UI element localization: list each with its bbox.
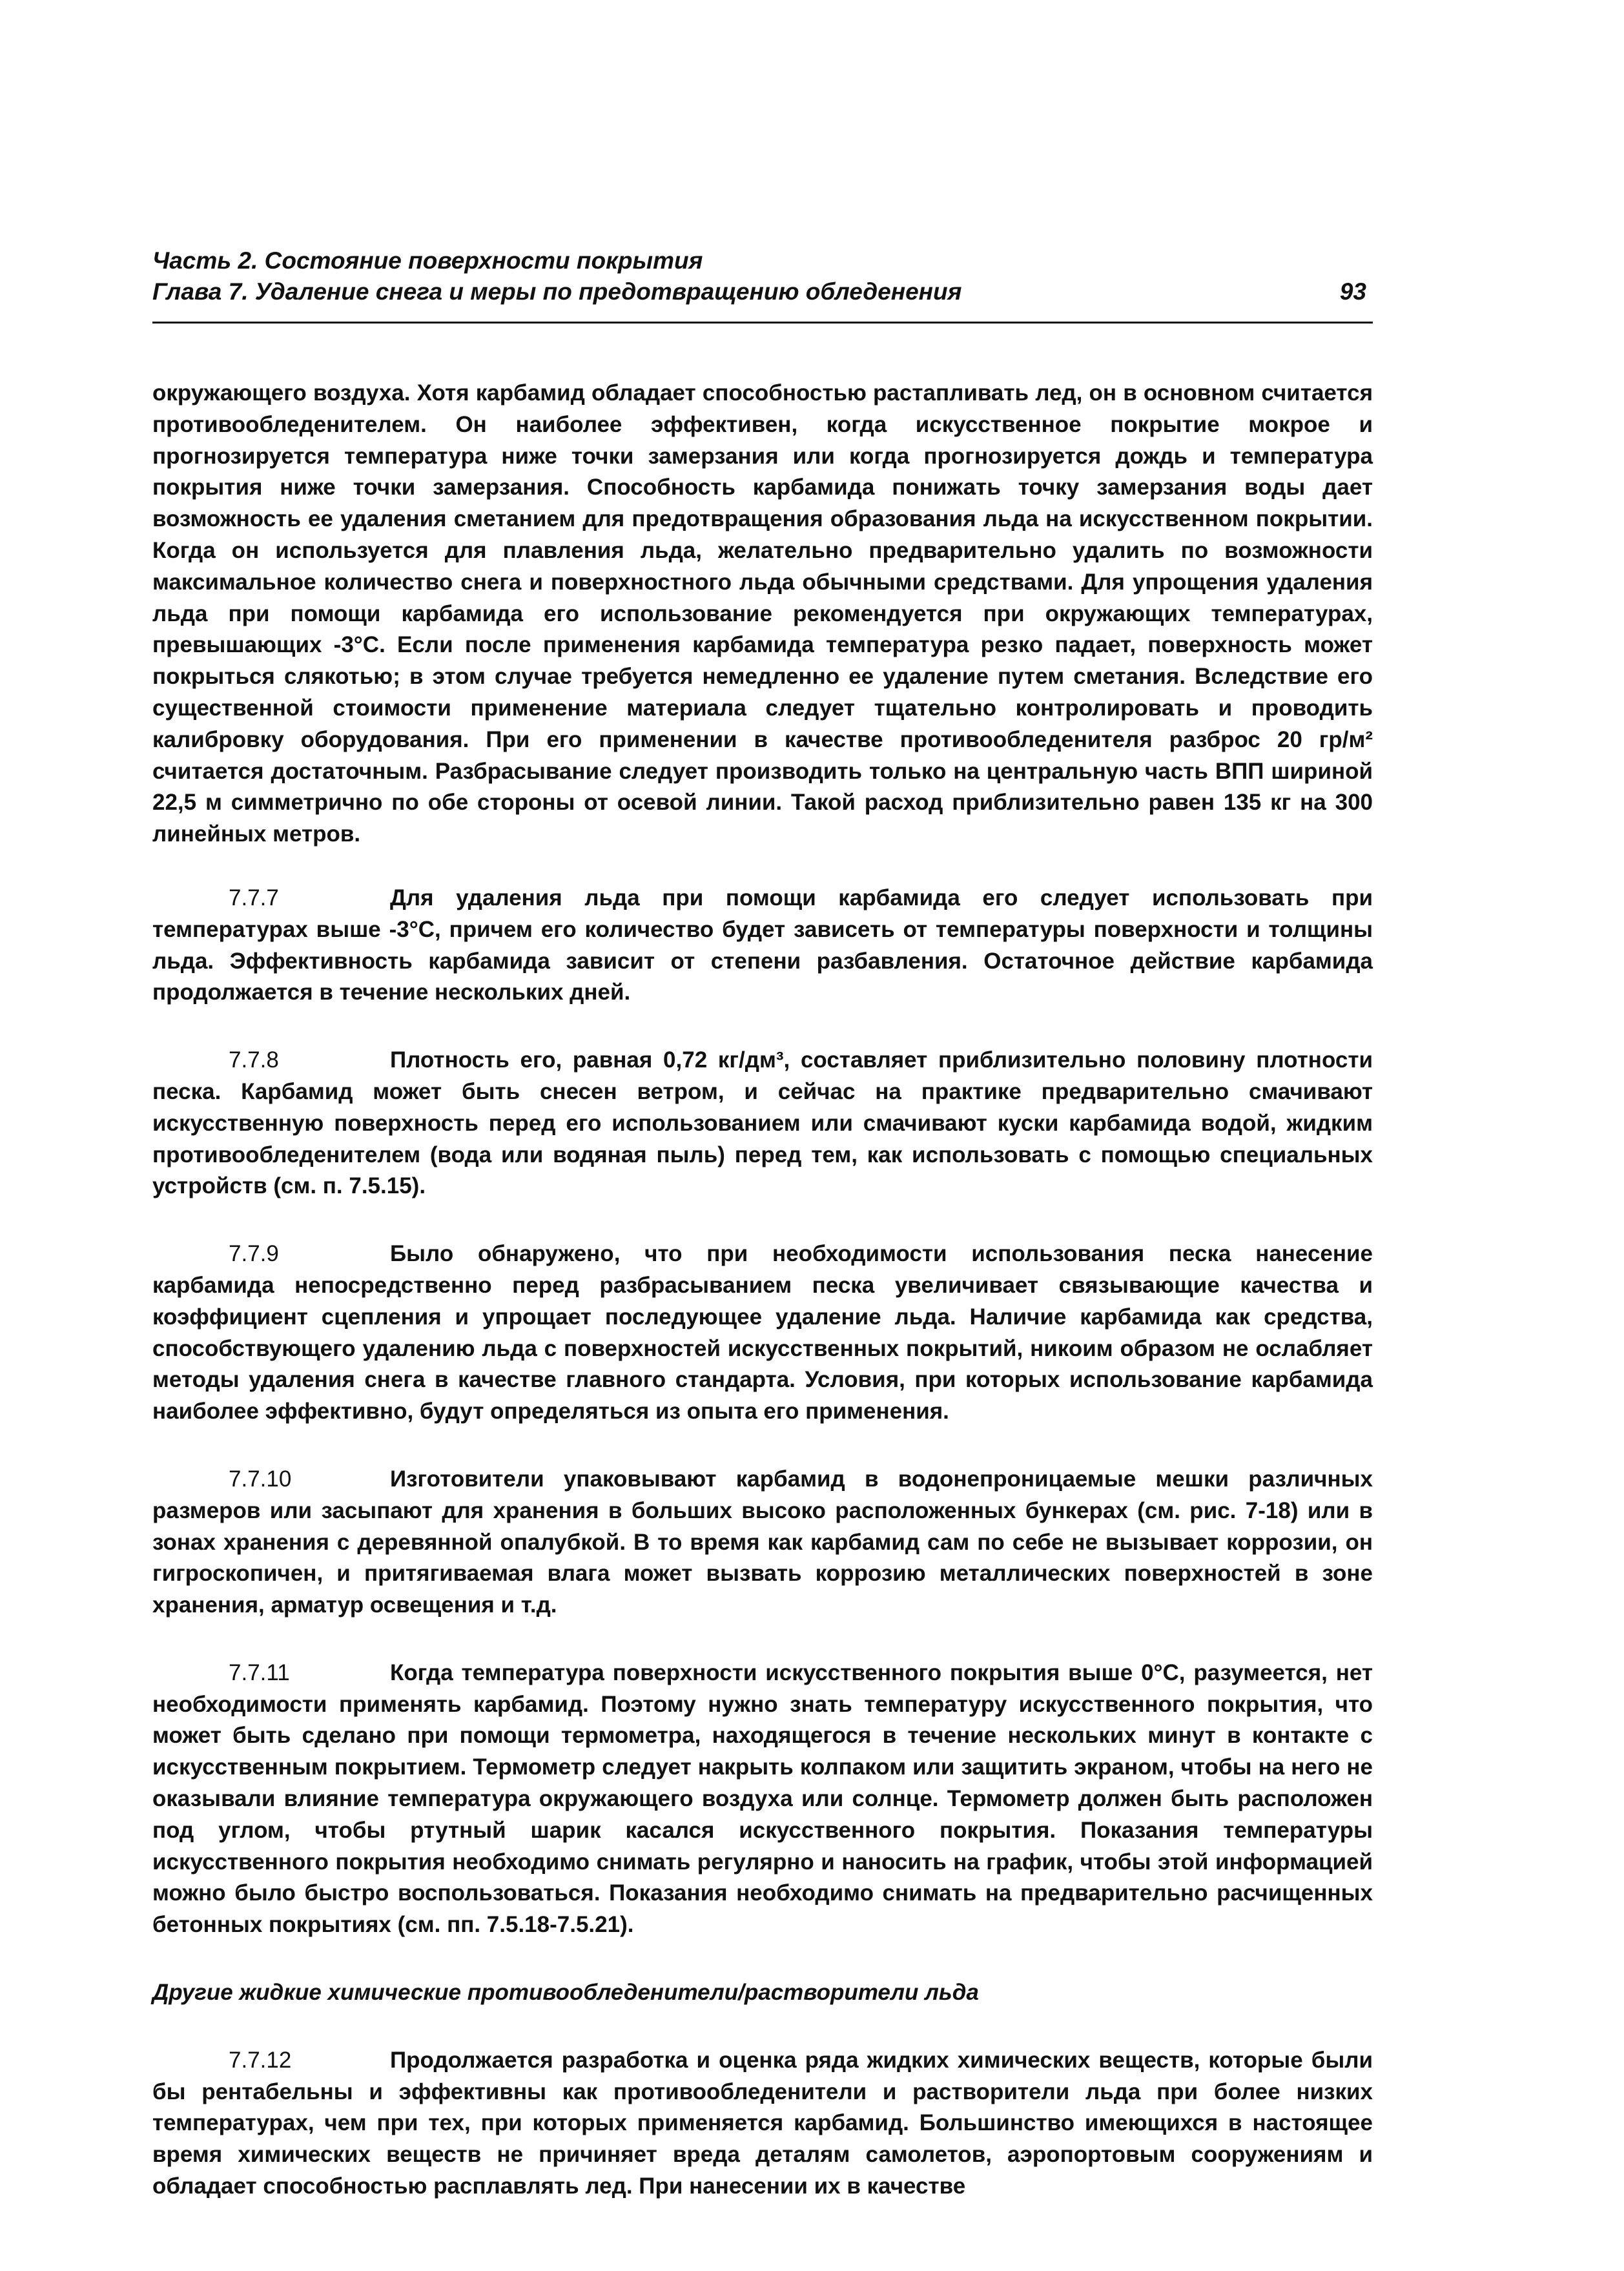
running-header — [152, 245, 1373, 307]
header-part-title: Часть 2. Состояние поверхности покрытия — [152, 247, 703, 274]
paragraph-7-7-12 — [152, 2045, 1373, 2203]
paragraph-7-7-8 — [152, 1045, 1373, 1202]
paragraph-text: Изготовители упаковывают карбамид в водонепроницаемые мешки различных размеров или засыпают для хранения в больших высоко расположенных бункерах (см. рис. 7-18) или в зонах хранения с деревянной опалубкой. В то время как карбамид сам по себе не вызывает коррозии, он гигроскопичен, и притягиваемая влага может вызвать коррозию металлических поверхностей в зоне хранения, арматур освещения и т.д. — [152, 1466, 1373, 1618]
paragraph-text: Плотность его, равная 0,72 кг/дм³, составляет приблизительно половину плотности песка. Карбамид может быть снесен ветром, и сейчас на практике предварительно смачивают искусственную поверхность перед его использованием или смачивают куски карбамида водой, жидким противообледенителем (вода или водяная пыль) перед тем, как использовать с помощью специальных устройств (см. п. 7.5.15). — [152, 1047, 1373, 1199]
paragraph-7-7-9 — [152, 1238, 1373, 1428]
document-page — [152, 0, 1373, 2271]
paragraph-continuation — [152, 378, 1373, 850]
body-text — [152, 378, 1373, 2239]
paragraph-7-7-11 — [152, 1658, 1373, 1941]
header-divider — [152, 322, 1373, 324]
paragraph-number: 7.7.9 — [229, 1241, 279, 1267]
section-heading: Другие жидкие химические противообледенители/растворители льда — [152, 1980, 979, 2006]
paragraph-7-7-10 — [152, 1464, 1373, 1621]
paragraph-number: 7.7.11 — [229, 1660, 290, 1685]
paragraph-number: 7.7.10 — [229, 1466, 292, 1492]
paragraph-text: Когда температура поверхности искусственного покрытия выше 0°С, разумеется, нет необходимости применять карбамид. Поэтому нужно знать температуру искусственного покрытия, что может быть сделано при помощи термометра, находящегося в течение нескольких минут в контакте с искусственным покрытием. Термометр следует накрыть колпаком или защитить экраном, чтобы на него не оказывали влияние температура окружающего воздуха или солнце. Термометр должен быть расположен под углом, чтобы ртутный шарик касался искусственного покрытия. Показания температуры искусственного покрытия необходимо снимать регулярно и наносить на график, чтобы этой информацией можно было быстро воспользоваться. Показания необходимо снимать на предварительно расчищенных бетонных покрытиях (см. пп. 7.5.18-7.5.21). — [152, 1660, 1373, 1938]
paragraph-number: 7.7.8 — [229, 1047, 279, 1073]
paragraph-number: 7.7.7 — [229, 885, 279, 910]
paragraph-text: Продолжается разработка и оценка ряда жидких химических веществ, которые были бы рентабельны и эффективны как противообледенители и растворители льда при более низких температурах, чем при тех, при которых применяется карбамид. Большинство имеющихся в настоящее время химических веществ не причиняет вреда деталям самолетов, аэропортовым сооружениям и обладает способностью расплавлять лед. При нанесении их в качестве — [152, 2047, 1373, 2199]
page-number: 93 — [1339, 278, 1366, 305]
paragraph-text: окружающего воздуха. Хотя карбамид обладает способностью растапливать лед, он в основном считается противообледенителем. Он наиболее эффективен, когда искусственное покрытие мокрое и прогнозируется температура ниже точки замерзания или когда прогнозируется дождь и температура покрытия ниже точки замерзания. Способность карбамида понижать точку замерзания воды дает возможность ее удаления сметанием для предотвращения образования льда на искусственном покрытии. Когда он используется для плавления льда, желательно предварительно удалить по возможности максимальное количество снега и поверхностного льда обычными средствами. Для упрощения удаления льда при помощи карбамида его использование рекомендуется при окружающих температурах, превышающих -3°С. Если после применения карбамида температура резко падает, поверхность может покрыться слякотью; в этом случае требуется немедленно ее удаление путем сметания. Вследствие его существенной стоимости применение материала следует тщательно контролировать и проводить калибровку оборудования. При его применении в качестве противообледенителя разброс 20 гр/м² считается достаточным. Разбрасывание следует производить только на центральную часть ВПП шириной 22,5 м симметрично по обе стороны от осевой линии. Такой расход приблизительно равен 135 кг на 300 линейных метров. — [152, 380, 1373, 847]
paragraph-7-7-7 — [152, 883, 1373, 1009]
header-chapter-title: Глава 7. Удаление снега и меры по предотвращению обледенения — [152, 278, 962, 305]
paragraph-text: Для удаления льда при помощи карбамида его следует использовать при температурах выше -3°С, причем его количество будет зависеть от температуры поверхности и толщины льда. Эффективность карбамида зависит от степени разбавления. Остаточное действие карбамида продолжается в течение нескольких дней. — [152, 885, 1373, 1005]
paragraph-text: Было обнаружено, что при необходимости использования песка нанесение карбамида непосредственно перед разбрасыванием песка увеличивает связывающие качества и коэффициент сцепления и упрощает последующее удаление льда. Наличие карбамида как средства, способствующего удалению льда с поверхностей искусственных покрытий, никоим образом не ослабляет методы удаления снега в качестве главного стандарта. Условия, при которых использование карбамида наиболее эффективно, будут определяться из опыта его применения. — [152, 1241, 1373, 1424]
paragraph-number: 7.7.12 — [229, 2047, 292, 2073]
